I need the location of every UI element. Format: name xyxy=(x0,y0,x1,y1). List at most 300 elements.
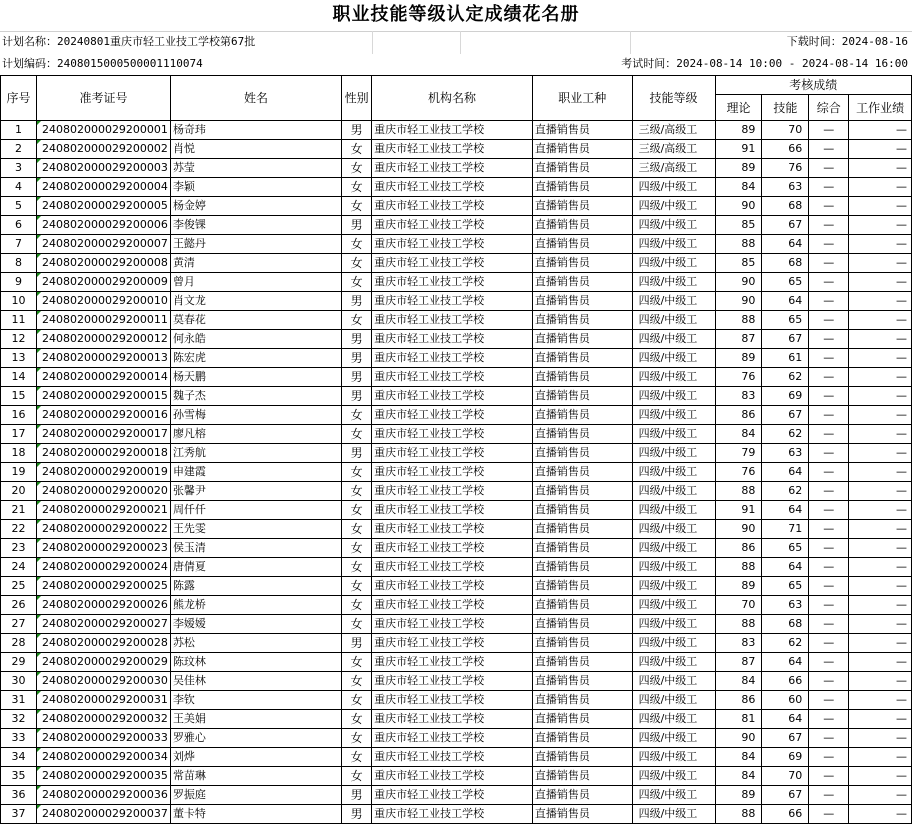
row-overall: — xyxy=(809,501,849,520)
table-row xyxy=(1,482,912,501)
row-exam-id: 240802000029200027 xyxy=(36,615,170,634)
row-org: 重庆市轻工业技工学校 xyxy=(372,501,533,520)
row-overall: — xyxy=(809,729,849,748)
table-row xyxy=(1,539,912,558)
row-level: 四级/中级工 xyxy=(632,729,715,748)
table-row xyxy=(1,615,912,634)
row-job: 直播销售员 xyxy=(532,178,632,197)
row-exam-id: 240802000029200022 xyxy=(36,520,170,539)
row-skill: 70 xyxy=(762,767,809,786)
row-job: 直播销售员 xyxy=(532,767,632,786)
row-gender: 男 xyxy=(342,805,372,824)
row-name: 王懿丹 xyxy=(170,235,341,254)
row-name: 张馨尹 xyxy=(170,482,341,501)
row-work-perf: — xyxy=(849,520,912,539)
row-work-perf: — xyxy=(849,368,912,387)
row-seq: 3 xyxy=(1,159,37,178)
row-skill: 65 xyxy=(762,577,809,596)
row-overall: — xyxy=(809,615,849,634)
row-work-perf: — xyxy=(849,463,912,482)
grid-line xyxy=(630,31,631,54)
row-name: 苏松 xyxy=(170,634,341,653)
row-name: 李颖 xyxy=(170,178,341,197)
row-skill: 64 xyxy=(762,501,809,520)
row-org: 重庆市轻工业技工学校 xyxy=(372,140,533,159)
row-theory: 88 xyxy=(715,235,762,254)
row-skill: 67 xyxy=(762,729,809,748)
table-row xyxy=(1,520,912,539)
row-org: 重庆市轻工业技工学校 xyxy=(372,634,533,653)
row-job: 直播销售员 xyxy=(532,539,632,558)
row-level: 三级/高级工 xyxy=(632,140,715,159)
row-work-perf: — xyxy=(849,672,912,691)
row-skill: 64 xyxy=(762,463,809,482)
row-theory: 90 xyxy=(715,729,762,748)
header-job: 职业工种 xyxy=(532,76,632,121)
row-theory: 86 xyxy=(715,406,762,425)
row-theory: 86 xyxy=(715,691,762,710)
row-gender: 女 xyxy=(342,729,372,748)
row-name: 苏莹 xyxy=(170,159,341,178)
table-row xyxy=(1,786,912,805)
row-seq: 19 xyxy=(1,463,37,482)
row-name: 杨天鹏 xyxy=(170,368,341,387)
header-work-perf: 工作业绩 xyxy=(849,95,912,121)
row-exam-id: 240802000029200028 xyxy=(36,634,170,653)
row-overall: — xyxy=(809,482,849,501)
row-gender: 女 xyxy=(342,501,372,520)
row-org: 重庆市轻工业技工学校 xyxy=(372,235,533,254)
row-work-perf: — xyxy=(849,235,912,254)
row-level: 四级/中级工 xyxy=(632,387,715,406)
row-org: 重庆市轻工业技工学校 xyxy=(372,159,533,178)
table-row xyxy=(1,368,912,387)
row-exam-id: 240802000029200015 xyxy=(36,387,170,406)
row-exam-id: 240802000029200013 xyxy=(36,349,170,368)
row-overall: — xyxy=(809,159,849,178)
table-row xyxy=(1,444,912,463)
row-name: 杨奇玮 xyxy=(170,121,341,140)
row-seq: 7 xyxy=(1,235,37,254)
row-job: 直播销售员 xyxy=(532,653,632,672)
row-job: 直播销售员 xyxy=(532,691,632,710)
plan-code: 计划编码：2408015000500001110074 xyxy=(2,57,203,70)
row-theory: 89 xyxy=(715,159,762,178)
row-gender: 女 xyxy=(342,406,372,425)
row-name: 唐倩夏 xyxy=(170,558,341,577)
row-exam-id: 240802000029200009 xyxy=(36,273,170,292)
row-work-perf: — xyxy=(849,805,912,824)
row-seq: 25 xyxy=(1,577,37,596)
row-name: 李钦 xyxy=(170,691,341,710)
row-work-perf: — xyxy=(849,273,912,292)
row-org: 重庆市轻工业技工学校 xyxy=(372,311,533,330)
row-theory: 83 xyxy=(715,634,762,653)
row-theory: 84 xyxy=(715,178,762,197)
row-seq: 33 xyxy=(1,729,37,748)
row-skill: 64 xyxy=(762,558,809,577)
row-skill: 70 xyxy=(762,121,809,140)
row-job: 直播销售员 xyxy=(532,501,632,520)
row-org: 重庆市轻工业技工学校 xyxy=(372,767,533,786)
row-job: 直播销售员 xyxy=(532,330,632,349)
row-seq: 12 xyxy=(1,330,37,349)
table-row xyxy=(1,349,912,368)
row-level: 四级/中级工 xyxy=(632,463,715,482)
row-name: 廖凡榕 xyxy=(170,425,341,444)
row-job: 直播销售员 xyxy=(532,254,632,273)
row-level: 四级/中级工 xyxy=(632,444,715,463)
row-name: 杨金婷 xyxy=(170,197,341,216)
row-exam-id: 240802000029200011 xyxy=(36,311,170,330)
row-level: 三级/高级工 xyxy=(632,159,715,178)
row-gender: 女 xyxy=(342,178,372,197)
row-seq: 36 xyxy=(1,786,37,805)
row-overall: — xyxy=(809,786,849,805)
row-skill: 62 xyxy=(762,425,809,444)
row-work-perf: — xyxy=(849,425,912,444)
row-overall: — xyxy=(809,178,849,197)
row-exam-id: 240802000029200021 xyxy=(36,501,170,520)
row-overall: — xyxy=(809,292,849,311)
row-org: 重庆市轻工业技工学校 xyxy=(372,463,533,482)
table-row xyxy=(1,273,912,292)
row-gender: 女 xyxy=(342,254,372,273)
row-level: 四级/中级工 xyxy=(632,786,715,805)
row-job: 直播销售员 xyxy=(532,748,632,767)
row-gender: 男 xyxy=(342,216,372,235)
row-gender: 女 xyxy=(342,425,372,444)
row-job: 直播销售员 xyxy=(532,615,632,634)
row-seq: 34 xyxy=(1,748,37,767)
row-name: 刘烨 xyxy=(170,748,341,767)
row-seq: 35 xyxy=(1,767,37,786)
row-seq: 30 xyxy=(1,672,37,691)
row-seq: 31 xyxy=(1,691,37,710)
row-skill: 61 xyxy=(762,349,809,368)
row-gender: 女 xyxy=(342,235,372,254)
row-gender: 男 xyxy=(342,330,372,349)
row-job: 直播销售员 xyxy=(532,577,632,596)
row-name: 江秀航 xyxy=(170,444,341,463)
row-gender: 男 xyxy=(342,121,372,140)
row-overall: — xyxy=(809,216,849,235)
row-org: 重庆市轻工业技工学校 xyxy=(372,387,533,406)
row-theory: 91 xyxy=(715,501,762,520)
row-skill: 63 xyxy=(762,178,809,197)
row-overall: — xyxy=(809,463,849,482)
row-theory: 84 xyxy=(715,767,762,786)
meta-row-1 xyxy=(0,31,912,52)
row-seq: 14 xyxy=(1,368,37,387)
row-gender: 女 xyxy=(342,767,372,786)
row-exam-id: 240802000029200020 xyxy=(36,482,170,501)
header-exam-id: 准考证号 xyxy=(36,76,170,121)
row-skill: 71 xyxy=(762,520,809,539)
row-gender: 女 xyxy=(342,577,372,596)
row-name: 董卡特 xyxy=(170,805,341,824)
row-overall: — xyxy=(809,767,849,786)
row-seq: 10 xyxy=(1,292,37,311)
row-skill: 62 xyxy=(762,634,809,653)
row-name: 肖悦 xyxy=(170,140,341,159)
row-exam-id: 240802000029200003 xyxy=(36,159,170,178)
row-skill: 64 xyxy=(762,653,809,672)
row-seq: 4 xyxy=(1,178,37,197)
row-gender: 男 xyxy=(342,786,372,805)
header-overall: 综合 xyxy=(809,95,849,121)
row-level: 四级/中级工 xyxy=(632,197,715,216)
row-level: 四级/中级工 xyxy=(632,710,715,729)
row-level: 四级/中级工 xyxy=(632,311,715,330)
row-org: 重庆市轻工业技工学校 xyxy=(372,615,533,634)
row-overall: — xyxy=(809,653,849,672)
grid-line xyxy=(460,31,461,54)
row-job: 直播销售员 xyxy=(532,596,632,615)
row-name: 陈宏虎 xyxy=(170,349,341,368)
table-row xyxy=(1,596,912,615)
row-seq: 18 xyxy=(1,444,37,463)
row-theory: 87 xyxy=(715,330,762,349)
row-org: 重庆市轻工业技工学校 xyxy=(372,368,533,387)
row-theory: 89 xyxy=(715,121,762,140)
row-seq: 13 xyxy=(1,349,37,368)
row-level: 四级/中级工 xyxy=(632,767,715,786)
row-job: 直播销售员 xyxy=(532,311,632,330)
row-overall: — xyxy=(809,634,849,653)
row-overall: — xyxy=(809,254,849,273)
row-org: 重庆市轻工业技工学校 xyxy=(372,596,533,615)
row-name: 何永皓 xyxy=(170,330,341,349)
row-name: 陈露 xyxy=(170,577,341,596)
row-exam-id: 240802000029200002 xyxy=(36,140,170,159)
row-skill: 64 xyxy=(762,235,809,254)
row-theory: 85 xyxy=(715,216,762,235)
row-seq: 37 xyxy=(1,805,37,824)
row-theory: 84 xyxy=(715,425,762,444)
row-gender: 女 xyxy=(342,615,372,634)
meta-row-2 xyxy=(0,54,912,74)
table-row xyxy=(1,159,912,178)
row-skill: 65 xyxy=(762,273,809,292)
row-overall: — xyxy=(809,197,849,216)
row-gender: 男 xyxy=(342,634,372,653)
row-name: 罗雅心 xyxy=(170,729,341,748)
row-work-perf: — xyxy=(849,311,912,330)
row-skill: 68 xyxy=(762,254,809,273)
row-overall: — xyxy=(809,577,849,596)
row-level: 四级/中级工 xyxy=(632,368,715,387)
row-exam-id: 240802000029200014 xyxy=(36,368,170,387)
row-org: 重庆市轻工业技工学校 xyxy=(372,330,533,349)
row-exam-id: 240802000029200036 xyxy=(36,786,170,805)
row-level: 四级/中级工 xyxy=(632,349,715,368)
row-overall: — xyxy=(809,748,849,767)
row-overall: — xyxy=(809,368,849,387)
row-job: 直播销售员 xyxy=(532,558,632,577)
row-org: 重庆市轻工业技工学校 xyxy=(372,121,533,140)
row-seq: 21 xyxy=(1,501,37,520)
row-exam-id: 240802000029200018 xyxy=(36,444,170,463)
row-skill: 76 xyxy=(762,159,809,178)
row-skill: 63 xyxy=(762,444,809,463)
row-work-perf: — xyxy=(849,786,912,805)
row-work-perf: — xyxy=(849,691,912,710)
row-name: 常苗琳 xyxy=(170,767,341,786)
row-level: 四级/中级工 xyxy=(632,216,715,235)
row-job: 直播销售员 xyxy=(532,425,632,444)
row-exam-id: 240802000029200005 xyxy=(36,197,170,216)
table-row xyxy=(1,634,912,653)
row-gender: 女 xyxy=(342,463,372,482)
table-row xyxy=(1,672,912,691)
row-theory: 88 xyxy=(715,805,762,824)
row-gender: 女 xyxy=(342,691,372,710)
row-skill: 66 xyxy=(762,672,809,691)
row-gender: 女 xyxy=(342,197,372,216)
row-level: 四级/中级工 xyxy=(632,501,715,520)
row-work-perf: — xyxy=(849,330,912,349)
row-gender: 女 xyxy=(342,596,372,615)
row-theory: 90 xyxy=(715,292,762,311)
row-skill: 67 xyxy=(762,406,809,425)
table-row xyxy=(1,577,912,596)
row-seq: 9 xyxy=(1,273,37,292)
row-level: 四级/中级工 xyxy=(632,292,715,311)
row-exam-id: 240802000029200008 xyxy=(36,254,170,273)
row-exam-id: 240802000029200019 xyxy=(36,463,170,482)
row-org: 重庆市轻工业技工学校 xyxy=(372,520,533,539)
table-row xyxy=(1,729,912,748)
row-seq: 24 xyxy=(1,558,37,577)
row-gender: 女 xyxy=(342,710,372,729)
row-org: 重庆市轻工业技工学校 xyxy=(372,406,533,425)
row-skill: 62 xyxy=(762,482,809,501)
header-skill: 技能 xyxy=(762,95,809,121)
row-exam-id: 240802000029200025 xyxy=(36,577,170,596)
row-gender: 女 xyxy=(342,159,372,178)
row-org: 重庆市轻工业技工学校 xyxy=(372,425,533,444)
row-work-perf: — xyxy=(849,254,912,273)
row-exam-id: 240802000029200016 xyxy=(36,406,170,425)
row-org: 重庆市轻工业技工学校 xyxy=(372,349,533,368)
row-skill: 63 xyxy=(762,596,809,615)
row-skill: 68 xyxy=(762,615,809,634)
row-org: 重庆市轻工业技工学校 xyxy=(372,786,533,805)
row-work-perf: — xyxy=(849,558,912,577)
row-org: 重庆市轻工业技工学校 xyxy=(372,444,533,463)
row-gender: 女 xyxy=(342,520,372,539)
table-row xyxy=(1,710,912,729)
row-job: 直播销售员 xyxy=(532,786,632,805)
row-org: 重庆市轻工业技工学校 xyxy=(372,672,533,691)
row-work-perf: — xyxy=(849,501,912,520)
row-seq: 27 xyxy=(1,615,37,634)
row-name: 曾月 xyxy=(170,273,341,292)
row-overall: — xyxy=(809,311,849,330)
table-row xyxy=(1,387,912,406)
row-org: 重庆市轻工业技工学校 xyxy=(372,216,533,235)
table-body xyxy=(1,121,912,824)
row-seq: 32 xyxy=(1,710,37,729)
row-theory: 79 xyxy=(715,444,762,463)
row-skill: 69 xyxy=(762,387,809,406)
row-exam-id: 240802000029200006 xyxy=(36,216,170,235)
row-overall: — xyxy=(809,444,849,463)
row-level: 四级/中级工 xyxy=(632,178,715,197)
table-row xyxy=(1,254,912,273)
row-seq: 15 xyxy=(1,387,37,406)
row-overall: — xyxy=(809,140,849,159)
row-job: 直播销售员 xyxy=(532,634,632,653)
row-exam-id: 240802000029200032 xyxy=(36,710,170,729)
row-overall: — xyxy=(809,520,849,539)
row-overall: — xyxy=(809,596,849,615)
row-theory: 83 xyxy=(715,387,762,406)
row-level: 四级/中级工 xyxy=(632,577,715,596)
row-job: 直播销售员 xyxy=(532,197,632,216)
row-level: 四级/中级工 xyxy=(632,254,715,273)
row-overall: — xyxy=(809,406,849,425)
row-work-perf: — xyxy=(849,729,912,748)
row-name: 李嫒嫒 xyxy=(170,615,341,634)
table-row xyxy=(1,463,912,482)
row-gender: 女 xyxy=(342,539,372,558)
row-job: 直播销售员 xyxy=(532,235,632,254)
table-row xyxy=(1,425,912,444)
row-skill: 66 xyxy=(762,805,809,824)
row-org: 重庆市轻工业技工学校 xyxy=(372,292,533,311)
row-overall: — xyxy=(809,710,849,729)
row-level: 四级/中级工 xyxy=(632,615,715,634)
row-level: 四级/中级工 xyxy=(632,748,715,767)
row-skill: 66 xyxy=(762,140,809,159)
row-level: 四级/中级工 xyxy=(632,691,715,710)
row-name: 王美娟 xyxy=(170,710,341,729)
row-job: 直播销售员 xyxy=(532,387,632,406)
row-exam-id: 240802000029200012 xyxy=(36,330,170,349)
row-job: 直播销售员 xyxy=(532,520,632,539)
row-job: 直播销售员 xyxy=(532,216,632,235)
row-skill: 60 xyxy=(762,691,809,710)
row-skill: 65 xyxy=(762,539,809,558)
row-org: 重庆市轻工业技工学校 xyxy=(372,805,533,824)
row-exam-id: 240802000029200023 xyxy=(36,539,170,558)
row-theory: 91 xyxy=(715,140,762,159)
row-work-perf: — xyxy=(849,121,912,140)
row-exam-id: 240802000029200026 xyxy=(36,596,170,615)
row-theory: 90 xyxy=(715,520,762,539)
row-seq: 28 xyxy=(1,634,37,653)
row-level: 四级/中级工 xyxy=(632,653,715,672)
row-skill: 67 xyxy=(762,216,809,235)
row-work-perf: — xyxy=(849,292,912,311)
row-gender: 男 xyxy=(342,444,372,463)
table-row xyxy=(1,292,912,311)
row-name: 黄清 xyxy=(170,254,341,273)
row-work-perf: — xyxy=(849,577,912,596)
row-work-perf: — xyxy=(849,634,912,653)
row-job: 直播销售员 xyxy=(532,406,632,425)
row-overall: — xyxy=(809,425,849,444)
row-skill: 62 xyxy=(762,368,809,387)
row-job: 直播销售员 xyxy=(532,273,632,292)
header-seq: 序号 xyxy=(1,76,37,121)
row-theory: 88 xyxy=(715,615,762,634)
row-gender: 女 xyxy=(342,672,372,691)
row-org: 重庆市轻工业技工学校 xyxy=(372,254,533,273)
row-job: 直播销售员 xyxy=(532,121,632,140)
